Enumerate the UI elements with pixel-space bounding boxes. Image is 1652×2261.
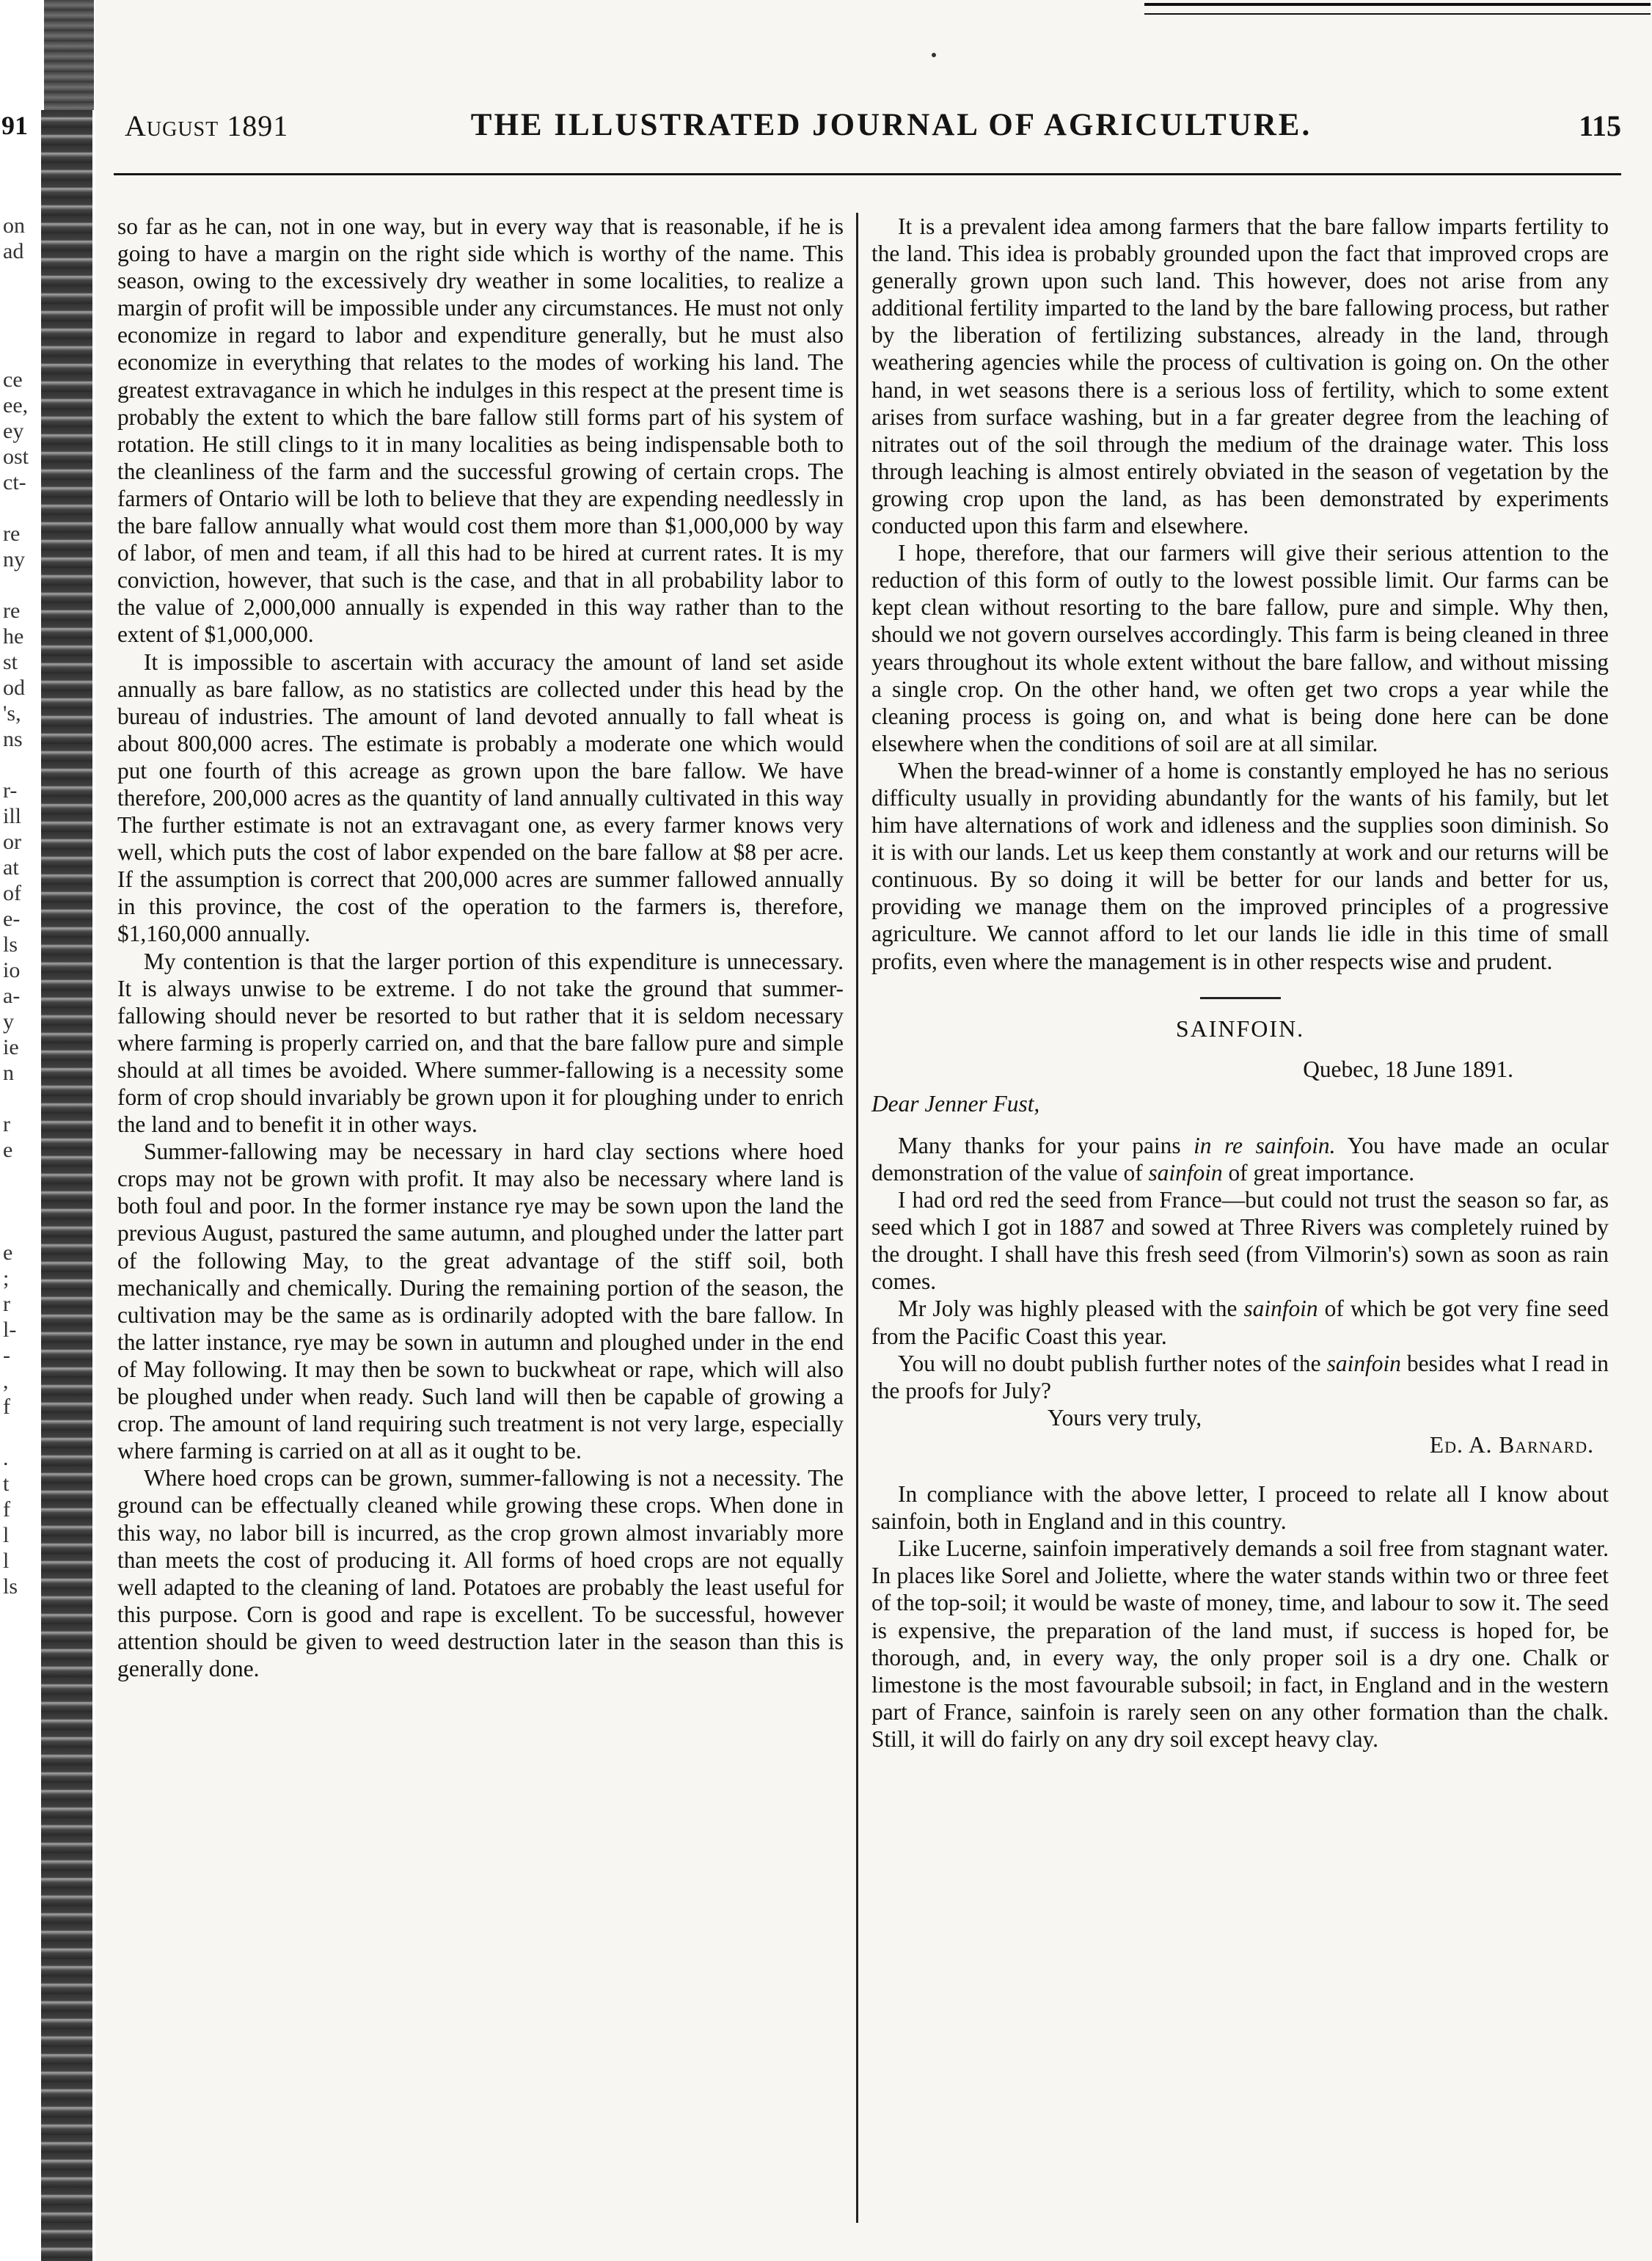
running-header	[125, 109, 1621, 153]
paragraph: My contention is that the larger portion of this expenditure is unnecessary. It is always unwise to be extreme. I do not take the ground that summer-fallowing should never be resorted to but rather that it is seldom necessary where farming is properly carried on, and that the bare fallow pure and simple should at all times be avoided. Where summer-fallowing is a necessity some form of crop should invariably be grown upon it for ploughing under to enrich the land and to benefit it in other ways.	[117, 948, 844, 1138]
gutter-fragment: of	[3, 881, 21, 905]
gutter-fragment: 's,	[3, 701, 21, 726]
letter-paragraph	[871, 1350, 1609, 1404]
gutter-fragment	[3, 1214, 41, 1240]
paragraph: I hope, therefore, that our farmers will give their serious attention to the reduction of this form of outly to the lowest possible limit. Our farms can be kept clean without resorting to the bare fallow, pure and simple. Why then, should we not govern ourselves accordingly. This farm is being cleaned in three years throughout its whole extent without the bare fallow, and without missing a single crop. On the other hand, we often get two crops a year while the cleaning process is going on, and what is being done here can be done elsewhere when the conditions of soil are at all similar.	[871, 540, 1609, 756]
gutter-fragment: on	[3, 213, 25, 238]
paragraph: so far as he can, not in one way, but in every way that is reasonable, if he is going to have a margin on the right side which is worthy of the name. This season, owing to the excessively dry weather in some localities, to realize a margin of profit will be impossible under any circumstances. He must not only economize in regard to labor and expenditure generally, but he must also economize in everything that relates to the modes of working his land. The greatest extravagance in which he indulges in this respect at the present time is probably the extent to which the bare fallow still forms part of his system of rotation. He still clings to it in many localities as being indispensable both to the cleanliness of the farm and the successful growing of certain crops. The farmers of Ontario will be loth to believe that they are expending needlessly in the bare fallow annually what would cost them more than $1,000,000 by way of labor, of men and team, if all this had to be hired at current rates. It is my conviction, however, that such is the case, and that in all probability labor to the value of 2,000,000 annually is expended in this way rather than to the extent of $1,000,000.	[117, 213, 844, 648]
letter-dateline: Quebec, 18 June 1891.	[1303, 1056, 1513, 1082]
gutter-fragment: y	[3, 1009, 14, 1034]
gutter-fragment: l	[3, 1549, 10, 1573]
gutter-fragment: l	[3, 1523, 10, 1547]
gutter-fragment: t	[3, 1472, 10, 1496]
gutter-fragment: ie	[3, 1035, 19, 1059]
gutter-fragment: a-	[3, 984, 21, 1008]
paragraph: Where hoed crops can be grown, summer-fallowing is not a necessity. The ground can be effectually cleaned while growing these crops. When done in this way, no labor bill is incurred, as the crop grown almost invariably more than meets the cost of producing it. All forms of hoed crops are not equally well adapted to the cleaning of land. Potatoes are probably the least useful for this purpose. Corn is good and rape is excellent. To be successful, however attention should be given to weed destruction later in the season than this is generally done.	[117, 1465, 844, 1681]
previous-page-number: 91	[1, 111, 28, 140]
gutter-fragment	[3, 341, 41, 367]
gutter-fragment: or	[3, 830, 21, 854]
header-rule	[114, 173, 1621, 175]
gutter-fragment: ny	[3, 547, 25, 571]
italic-text-run: in re sainfoin.	[1194, 1132, 1336, 1158]
paragraph: It is impossible to ascertain with accuracy the amount of land set aside annually as bare fallow, as no statistics are collected under this head by the bureau of industries. The amount of land devoted annually to fall wheat is about 800,000 acres. The estimate is probably a moderate one which would put one fourth of this acreage as grown upon the bare fallow. We have therefore, 200,000 acres as the quantity of land annually cultivated in this way The further estimate is not an extravagant one, as every farmer knows very well, which puts the cost of labor expended on the bare fallow at $8 per acre. If the assumption is correct that 200,000 acres are summer fallowed annually in this province, the cost of the operation to the farmers is, therefore, $1,160,000 annually.	[117, 649, 844, 947]
gutter-fragment	[3, 572, 41, 598]
italic-text-run: sainfoin	[1148, 1160, 1223, 1186]
gutter-fragment: ce	[3, 368, 23, 392]
gutter-fragment: r	[3, 1292, 10, 1316]
gutter-fragment: he	[3, 624, 24, 649]
gutter-fragment: od	[3, 676, 25, 700]
section-title: SAINFOIN.	[1175, 1015, 1305, 1042]
gutter-fragment: ill	[3, 804, 22, 828]
gutter-fragment: at	[3, 855, 19, 880]
paragraph: It is a prevalent idea among farmers that the bare fallow imparts fertility to the land. This idea is probably grounded upon the fact that improved crops are generally grown upon such land. This however, does not arise from any additional fertility imparted to the land by the bare fallowing process, but rather by the liberation of fertilizing substances, already in the land, through weathering agencies while the process of cultivation is going on. On the other hand, in wet seasons there is a serious loss of fertility, which to some extent arises from surface washing, but in a far greater degree from the leaching of nitrates out of the soil through the medium of the drainage water. This loss through leaching is almost entirely obviated in the season of vegetation by the growing crop upon the land, as has been demonstrated by experiments conducted upon this farm and elsewhere.	[871, 213, 1609, 539]
gutter-fragment	[3, 752, 41, 778]
page-number: 115	[1579, 109, 1621, 142]
gutter-fragment: e	[3, 1241, 13, 1265]
text-run: Many thanks for your pains	[898, 1132, 1194, 1158]
gutter-fragment: e-	[3, 907, 21, 931]
paragraph: When the bread-winner of a home is constantly employed he has no serious difficulty usually in providing abundantly for the wants of his family, but let him have alternations of work and idleness and the supplies soon diminish. So it is with our lands. Let us keep them constantly at work and our returns will be continuous. By so doing it will be better for our lands and better for us, providing we manage them on the improved principles of a progressive agriculture. We cannot afford to let our lands lie idle in this time of small profits, even where the management is in other respects wise and prudent.	[871, 757, 1609, 974]
header-date: August 1891	[125, 109, 289, 142]
gutter-fragment	[3, 1420, 41, 1445]
gutter-fragment	[3, 1188, 41, 1214]
gutter-fragment: ee,	[3, 393, 29, 417]
gutter-fragment: .	[3, 1446, 9, 1470]
gutter-fragment: ad	[3, 239, 24, 263]
text-run: You will no doubt publish further notes of the	[898, 1350, 1327, 1376]
gutter-fragment: ost	[3, 445, 29, 469]
gutter-fragment: f	[3, 1395, 10, 1419]
section-separator-rule	[1200, 997, 1281, 999]
gutter-fragment: ey	[3, 419, 24, 443]
gutter-fragment	[3, 315, 41, 341]
gutter-fragment: r-	[3, 778, 18, 803]
letter-paragraph	[871, 1295, 1609, 1349]
column-divider	[856, 213, 858, 2223]
italic-text-run: sainfoin	[1243, 1296, 1318, 1322]
gutter-fragment: ct-	[3, 470, 26, 494]
top-edge-rule	[1144, 3, 1651, 15]
gutter-fragment: ns	[3, 727, 23, 751]
gutter-fragment: io	[3, 958, 21, 982]
text-run: You have made an ocular demonstration of the value of	[871, 1132, 1609, 1186]
gutter-fragment	[3, 1086, 41, 1111]
right-column	[871, 213, 1609, 1753]
gutter-fragment: l-	[3, 1318, 17, 1342]
gutter-fragment	[3, 290, 41, 315]
left-margin-gutter	[0, 0, 95, 2261]
text-run: Mr Joly was highly pleased with the	[898, 1296, 1244, 1322]
gutter-fragment: r	[3, 1112, 10, 1136]
previous-page-text-fragments	[3, 213, 41, 1599]
gutter-fragment	[3, 264, 41, 290]
binding-shadow-top	[44, 0, 94, 110]
gutter-fragment: re	[3, 522, 21, 546]
gutter-fragment: e	[3, 1138, 13, 1162]
gutter-fragment	[3, 495, 41, 521]
gutter-fragment: ls	[3, 932, 18, 957]
gutter-fragment: -	[3, 1343, 10, 1367]
gutter-fragment: ls	[3, 1574, 18, 1599]
letter-paragraph	[871, 1132, 1609, 1186]
left-column	[117, 213, 844, 1682]
italic-text-run: sainfoin	[1326, 1350, 1401, 1376]
gutter-fragment: ;	[3, 1266, 10, 1290]
gutter-fragment: n	[3, 1061, 14, 1085]
letter-closing: Yours very truly,	[1048, 1404, 1202, 1431]
letter-paragraph: I had ord red the seed from France—but could not trust the season so far, as seed which I got in 1887 and sowed at Three Rivers was completely ruined by the drought. I shall have this fresh seed (from Vilmorin's) sown as soon as rain comes.	[871, 1187, 1609, 1295]
gutter-fragment: st	[3, 650, 18, 674]
binding-shadow	[41, 110, 92, 2261]
gutter-fragment: f	[3, 1497, 10, 1522]
gutter-fragment	[3, 1163, 41, 1188]
text-run: besides what I read in the proofs for July?	[871, 1350, 1609, 1403]
paragraph: Like Lucerne, sainfoin imperatively demands a soil free from stagnant water. In places like Sorel and Joliette, where the water stands within two or three feet of the top-soil; it would be waste of money, time, and labour to sow it. The seed is expensive, the preparation of the land must, if success is hoped for, be thorough, and, in every way, the only proper soil is a dry one. Chalk or limestone is the most favourable subsoil; in fact, in England and in the western part of France, sainfoin is rarely seen on any other formation than the chalk. Still, it will do fairly on any dry soil except heavy clay.	[871, 1535, 1609, 1752]
text-run: of great importance.	[1222, 1160, 1415, 1186]
letter-salutation: Dear Jenner Fust,	[871, 1090, 1040, 1117]
paragraph: Summer-fallowing may be necessary in hard clay sections where hoed crops may not be grown with profit. It may also be necessary where land is both foul and poor. In the former instance rye may be sown upon the land the previous August, pastured the same autumn, and ploughed under the latter part of the following May, to the great advantage of the stiff soil, both mechanically and chemically. During the remaining portion of the season, the cultivation may be the same as is ordinarily adopted with the bare fallow. In the latter instance, rye may be sown in autumn and ploughed under in the end of May following. It may then be sown to buckwheat or rape, which will also be ploughed under when ready. Such land will then be capable of growing a crop. The amount of land requiring such treatment is not very large, especially where farming is carried on at all as it ought to be.	[117, 1139, 844, 1464]
paragraph: In compliance with the above letter, I proceed to relate all I know about sainfoin, both in England and in this country.	[871, 1481, 1609, 1535]
ink-speck	[932, 53, 936, 57]
gutter-fragment: ,	[3, 1369, 9, 1393]
journal-title: THE ILLUSTRATED JOURNAL OF AGRICULTURE.	[470, 108, 1312, 142]
text-run: of which be got very fine seed from the Pacific Coast this year.	[871, 1296, 1609, 1349]
gutter-fragment: re	[3, 599, 21, 623]
letter-signature: Ed. A. Barnard.	[1429, 1431, 1594, 1458]
